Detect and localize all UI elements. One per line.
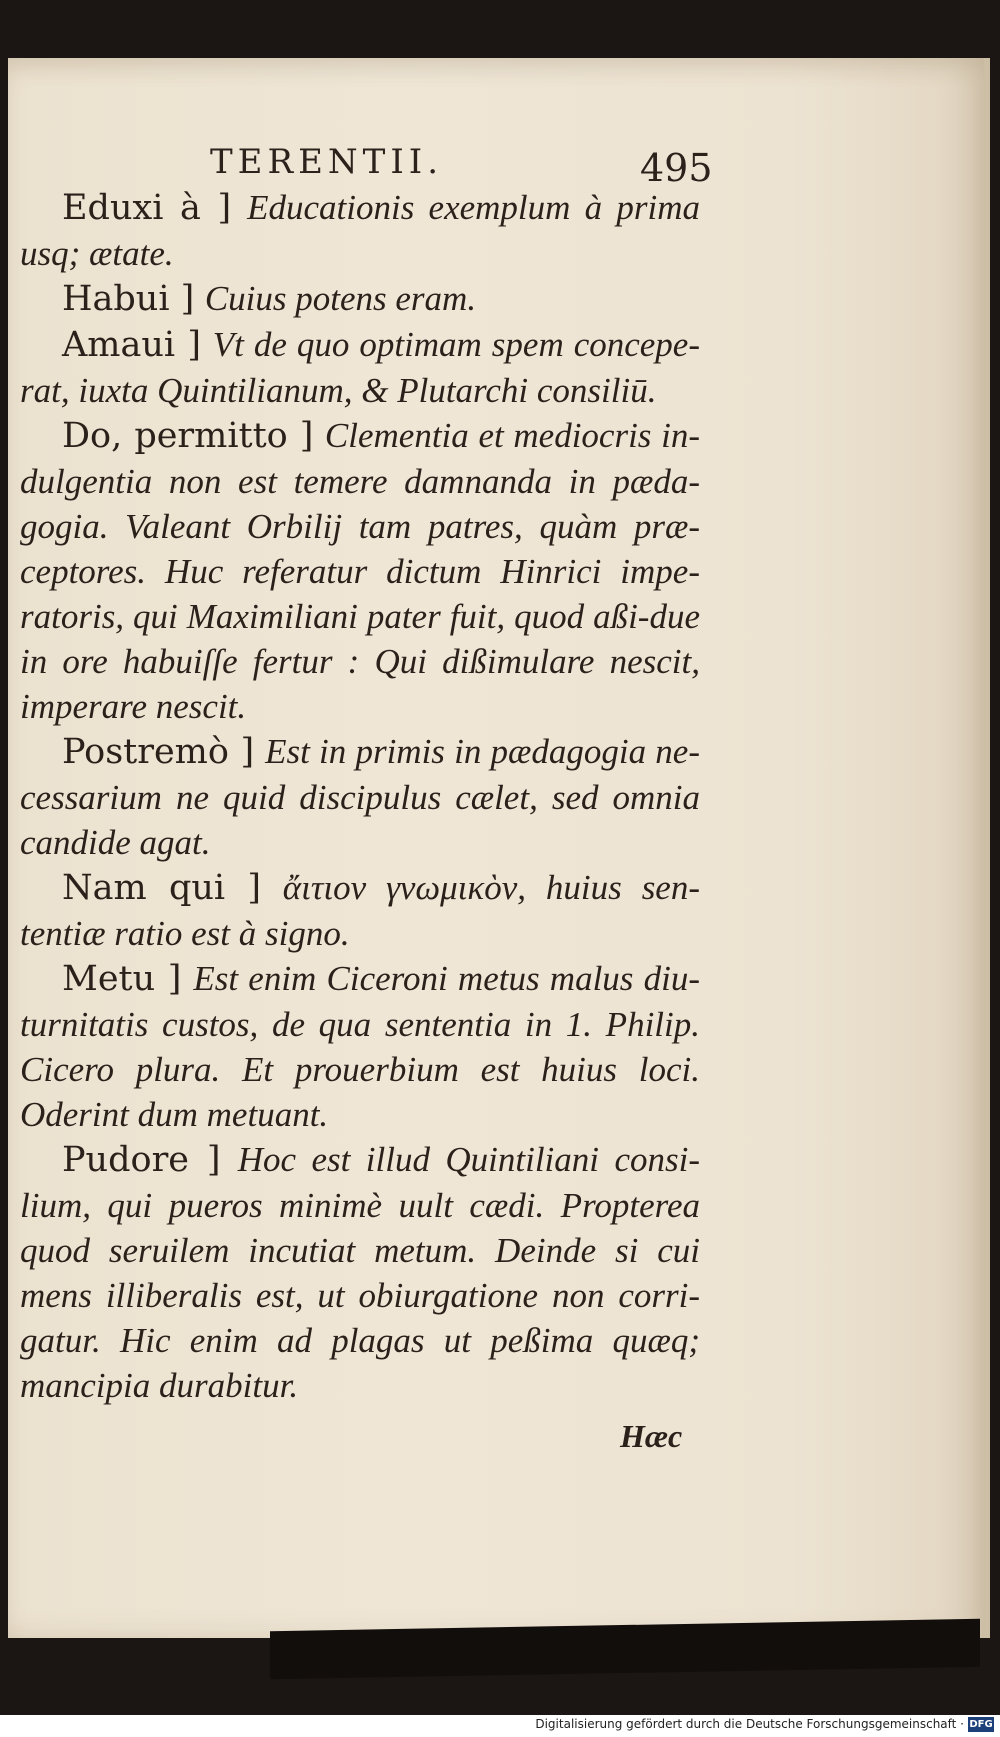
commentary-entry	[20, 1137, 700, 1408]
entry-gloss: Vt de quo optimam spem concepe-rat, iuxta Quintilianum, & Plutarchi consiliū.	[20, 325, 700, 410]
entry-gloss: Hoc est illud Quintiliani consi-lium, qui pueros minimè uult cædi. Propterea quod seruilem incutiat metum. Deinde si cui mens illiberalis est, ut obiurgatione non corri-gatur. Hic enim ad plagas ut peßima quæq; mancipia durabitur.	[20, 1140, 700, 1405]
entry-lemma: Pudore ]	[62, 1140, 221, 1180]
catchword: Hæc	[620, 1418, 683, 1454]
commentary-text	[20, 185, 700, 1408]
entry-lemma: Postremò ]	[62, 732, 255, 772]
dfg-logo: DFG	[969, 1719, 993, 1730]
entry-lemma: Do, permitto ]	[62, 416, 314, 456]
commentary-entry	[20, 322, 700, 413]
running-head: TERENTII.	[210, 142, 444, 182]
entry-gloss: Est enim Ciceroni metus malus diu-turnitatis custos, de qua sententia in 1. Philip. Cicero plura. Et prouerbium est huius loci. Oderint dum metuant.	[20, 959, 700, 1134]
page-number: 495	[640, 146, 713, 190]
entry-gloss: Clementia et mediocris in-dulgentia non est temere damnanda in pæda-gogia. Valeant Orbilij tam patres, quàm præ-ceptores. Huc referatur dictum Hinrici impe-ratoris, qui Maximiliani pater fuit, quod aßi-due in ore habuiſſe fertur : Qui dißimulare nescit, imperare nescit.	[20, 416, 700, 726]
entry-gloss: Educationis exemplum à prima usq; ætate.	[20, 188, 700, 273]
commentary-entry	[20, 865, 700, 956]
entry-gloss: Est in primis in pædagogia ne-cessarium ne quid discipulus cælet, sed omnia candide agat.	[20, 732, 700, 862]
commentary-entry	[20, 413, 700, 729]
entry-lemma: Eduxi à ]	[62, 188, 232, 228]
commentary-entry	[20, 956, 700, 1137]
commentary-entry	[20, 276, 700, 322]
entry-lemma: Metu ]	[62, 959, 182, 999]
entry-lemma: Amaui ]	[62, 325, 202, 365]
footer-credit: Digitalisierung gefördert durch die Deutsche Forschungsgemeinschaft ·	[535, 1717, 964, 1731]
entry-lemma: Habui ]	[62, 279, 195, 319]
entry-gloss: ἄιτιον γνωμικὸν, huius sen-tentiæ ratio est à signo.	[20, 868, 700, 953]
entry-lemma: Nam qui ]	[62, 868, 262, 908]
commentary-entry	[20, 185, 700, 276]
entry-gloss: Cuius potens eram.	[204, 279, 477, 318]
commentary-entry	[20, 729, 700, 865]
page-edge	[984, 58, 990, 1638]
